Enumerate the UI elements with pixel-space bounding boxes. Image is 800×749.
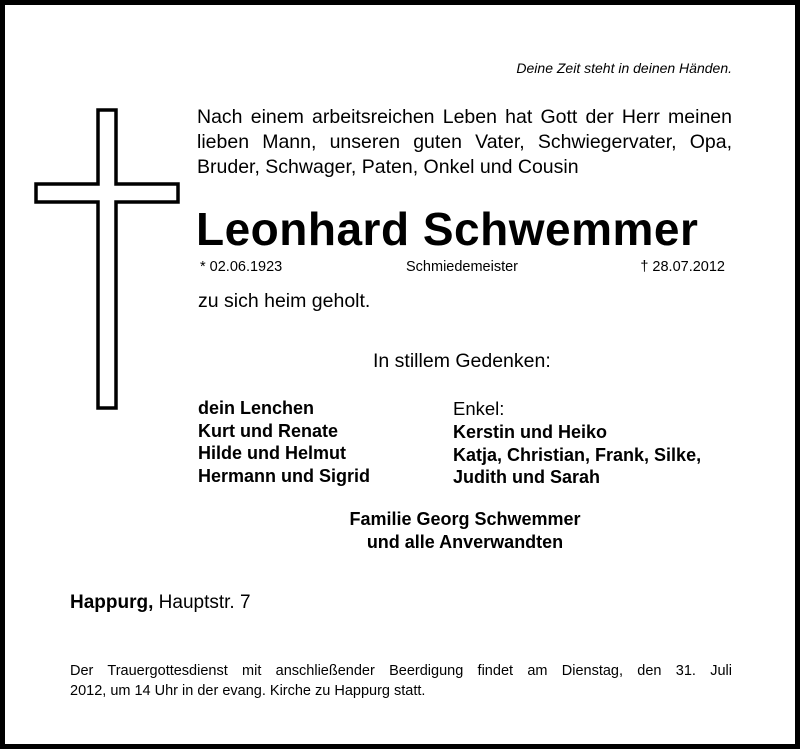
mourner-entry: Hilde und Helmut <box>198 443 346 463</box>
address-street: Hauptstr. 7 <box>158 592 251 613</box>
service-info <box>70 661 732 701</box>
intro-text <box>197 105 732 180</box>
grandchildren-list <box>453 421 701 489</box>
motto: Deine Zeit steht in deinen Händen. <box>516 60 732 76</box>
intro-line: Nach einem arbeitsreichen Leben hat Gott der Herr meinen <box>197 106 732 128</box>
family-signature <box>0 508 800 553</box>
remembrance-heading: In stillem Gedenken: <box>373 350 551 372</box>
intro-line: lieben Mann, unseren guten Vater, Schwiegervater, Opa, <box>197 131 732 153</box>
mourners-list <box>198 397 370 487</box>
address-town: Happurg, <box>70 592 154 613</box>
mourner-entry: Kurt und Renate <box>198 420 339 441</box>
grandchild-entry: Katja, Christian, Frank, Silke, <box>453 444 702 465</box>
grandchildren-label: Enkel: <box>453 398 505 419</box>
death-date: † 28.07.2012 <box>640 259 725 275</box>
closing-phrase: zu sich heim geholt. <box>198 290 371 312</box>
mourner-entry: Hermann und Sigrid <box>198 465 371 486</box>
occupation: Schmiedemeister <box>406 259 519 275</box>
family-line: und alle Anverwandten <box>366 531 564 552</box>
service-line: 2012, um 14 Uhr in der evang. Kirche zu Happurg statt. <box>70 683 426 699</box>
address <box>70 592 251 614</box>
grandchild-entry: Judith und Sarah <box>453 467 601 487</box>
grandchild-entry: Kerstin und Heiko <box>453 422 608 442</box>
deceased-name: Leonhard Schwemmer <box>196 203 699 255</box>
family-line: Familie Georg Schwemmer <box>349 509 581 529</box>
cross-icon <box>34 108 180 410</box>
mourner-entry: dein Lenchen <box>198 398 315 418</box>
service-line: Der Trauergottesdienst mit anschließender Beerdigung findet am Dienstag, den 31. Juli <box>70 663 732 679</box>
intro-line: Bruder, Schwager, Paten, Onkel und Cousin <box>197 156 579 178</box>
birth-date: * 02.06.1923 <box>200 259 283 275</box>
